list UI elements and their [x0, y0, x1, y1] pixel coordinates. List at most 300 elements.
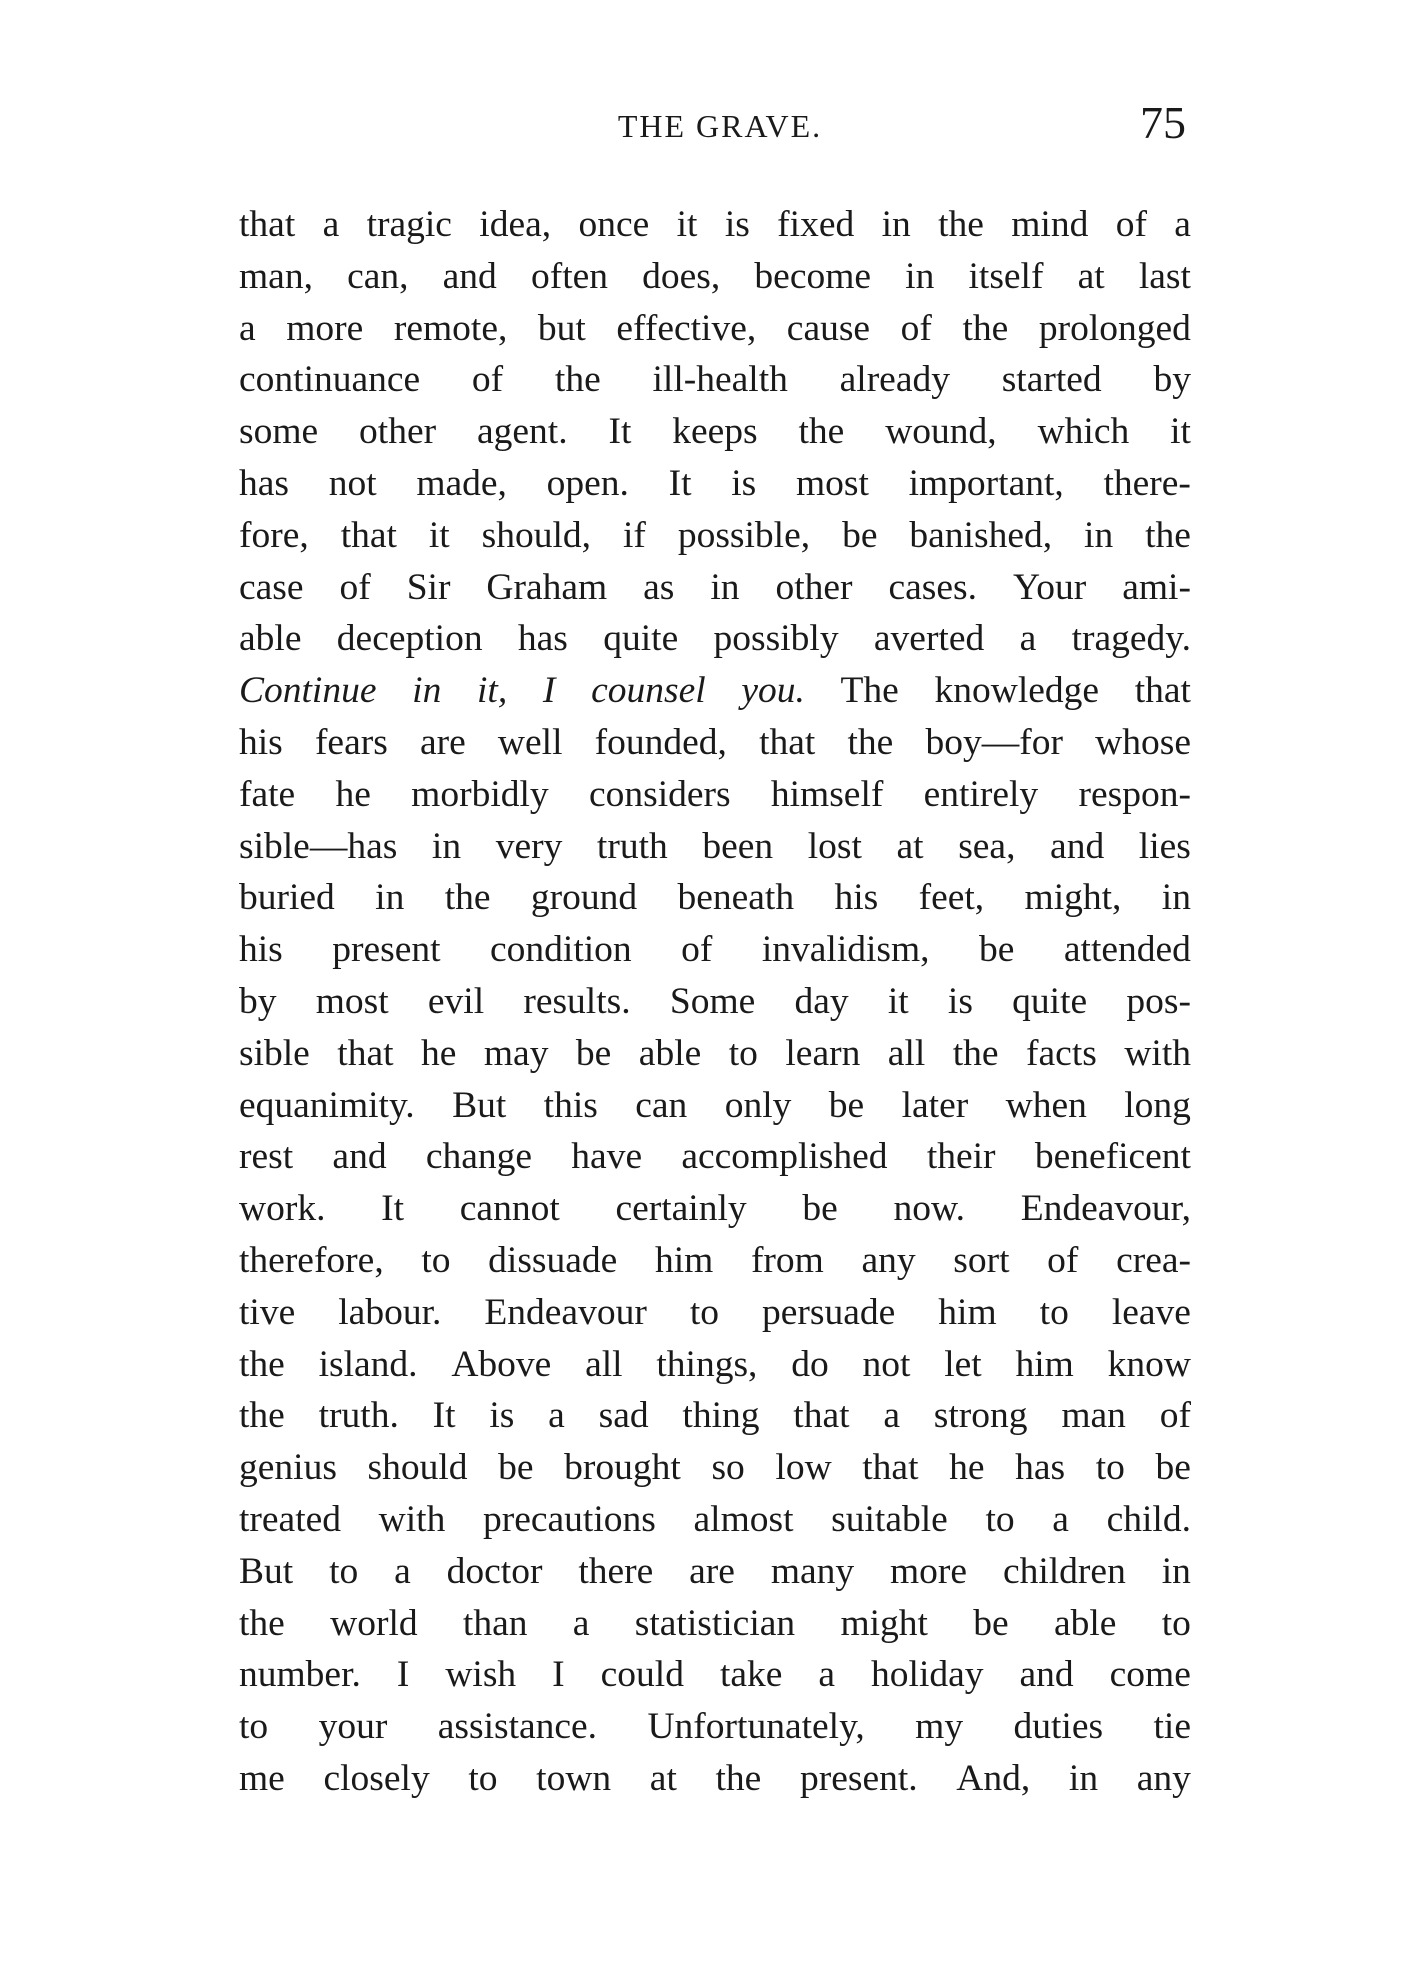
word: made, [416, 462, 507, 504]
word: The [840, 670, 899, 712]
word: statistician [634, 1602, 796, 1644]
word: to [985, 1498, 1015, 1540]
word: his [834, 877, 879, 919]
word: be [498, 1447, 534, 1489]
word: and [442, 255, 497, 297]
text-line [239, 924, 1191, 976]
page-number: 75 [1140, 97, 1186, 148]
word: possible, [677, 514, 811, 556]
text-line [239, 1701, 1191, 1753]
word: the [1145, 514, 1191, 556]
word: Graham [486, 566, 608, 608]
word: of [471, 359, 504, 401]
word: has [1015, 1447, 1066, 1489]
word: once [578, 204, 650, 245]
word: in [1161, 877, 1191, 919]
word: It [668, 462, 692, 504]
word: ground [530, 877, 638, 919]
text-line [239, 1753, 1191, 1805]
word: it, [477, 670, 508, 712]
word: agent. [476, 411, 568, 453]
text-line [239, 251, 1191, 303]
text-line [239, 1235, 1191, 1287]
word: cause [786, 307, 871, 349]
word: let [944, 1343, 982, 1385]
word: in [412, 670, 442, 712]
word: idea, [479, 204, 552, 245]
word: the [952, 1032, 999, 1074]
word: can [635, 1084, 688, 1126]
word: often [530, 255, 609, 297]
word: as [643, 566, 675, 608]
word: is [724, 204, 750, 245]
word: Your [1012, 566, 1087, 608]
word: considers [588, 773, 731, 815]
word: certainly [615, 1188, 747, 1230]
word: ami- [1122, 566, 1191, 608]
text-line [239, 510, 1191, 562]
word: cases. [888, 566, 977, 608]
word: in [1161, 1550, 1191, 1592]
word: Above [451, 1343, 552, 1385]
word: of [1047, 1239, 1079, 1281]
word: beneficent [1034, 1136, 1191, 1178]
word: assistance. [437, 1706, 598, 1748]
word: precautions [483, 1498, 656, 1540]
text-line [239, 872, 1191, 924]
word: Unfortunately, [647, 1706, 865, 1748]
word: remote, [393, 307, 508, 349]
word: that [337, 1032, 394, 1074]
word: beneath [677, 877, 795, 919]
text-line [239, 1287, 1191, 1339]
word: that [862, 1447, 919, 1489]
word: things, [656, 1343, 758, 1385]
word: the [239, 1395, 285, 1437]
word: But [239, 1550, 294, 1592]
word: the [938, 204, 984, 245]
word: low [775, 1447, 832, 1489]
text-line [239, 821, 1191, 873]
word: any [1136, 1757, 1191, 1799]
word: closely [323, 1757, 430, 1799]
word: equanimity. [239, 1084, 415, 1126]
word: I [542, 670, 556, 712]
word: a [1052, 1498, 1069, 1540]
word: than [462, 1602, 528, 1644]
word: know [1107, 1343, 1191, 1385]
word: there [578, 1550, 654, 1592]
word: and [1050, 825, 1105, 867]
word: many [770, 1550, 855, 1592]
word: now. [893, 1188, 965, 1230]
text-line [239, 1546, 1191, 1598]
word: the [239, 1343, 285, 1385]
word: of [339, 566, 371, 608]
text-line [239, 199, 1191, 251]
word: averted [873, 618, 985, 660]
word: facts [1026, 1032, 1097, 1074]
word: effective, [616, 307, 757, 349]
word: the [798, 411, 845, 453]
word: he [335, 773, 371, 815]
word: a [239, 307, 256, 349]
word: sort [953, 1239, 1010, 1281]
word: continuance [239, 359, 421, 401]
word: which [1037, 411, 1130, 453]
text-line [239, 1494, 1191, 1546]
word: in [881, 204, 911, 245]
word: with [1124, 1032, 1191, 1074]
word: change [425, 1136, 533, 1178]
word: some [239, 411, 319, 453]
text-line [239, 1649, 1191, 1701]
word: to [239, 1706, 269, 1748]
word: wish [445, 1654, 517, 1696]
word: by [239, 980, 277, 1022]
word: whose [1095, 721, 1191, 763]
word: Endeavour [484, 1291, 647, 1333]
word: might, [1024, 877, 1122, 919]
word: but [537, 307, 586, 349]
word: that [793, 1395, 850, 1437]
word: there- [1103, 462, 1191, 504]
word: sible [239, 1032, 310, 1074]
word: and [332, 1136, 387, 1178]
word: open. [546, 462, 629, 504]
word: a [883, 1395, 900, 1437]
word: it [887, 980, 909, 1022]
word: that [239, 204, 296, 245]
word: be [1155, 1447, 1191, 1489]
word: It [381, 1188, 405, 1230]
word: I [552, 1654, 565, 1696]
word: their [926, 1136, 996, 1178]
word: itself [968, 255, 1044, 297]
word: sible—has [239, 825, 398, 867]
word: respon- [1078, 773, 1191, 815]
word: started [1001, 359, 1102, 401]
body-text [239, 199, 1191, 1805]
text-line [239, 562, 1191, 614]
word: the [715, 1757, 762, 1799]
word: truth [596, 825, 668, 867]
word: case [239, 566, 304, 608]
word: tie [1153, 1706, 1191, 1748]
word: man, [239, 255, 313, 297]
text-line [239, 1442, 1191, 1494]
word: it [676, 204, 698, 245]
word: Some [669, 980, 756, 1022]
word: been [702, 825, 774, 867]
word: to [329, 1550, 359, 1592]
word: a [1019, 618, 1037, 660]
word: are [689, 1550, 735, 1592]
word: tragic [366, 204, 452, 245]
word: number. [239, 1654, 361, 1696]
word: to [728, 1032, 758, 1074]
word: him [938, 1291, 997, 1333]
word: present [332, 929, 441, 971]
word: already [839, 359, 950, 401]
word: to [1095, 1447, 1125, 1489]
word: lies [1138, 825, 1191, 867]
text-line [239, 1598, 1191, 1650]
word: present. [799, 1757, 918, 1799]
word: himself [770, 773, 884, 815]
word: my [915, 1706, 964, 1748]
word: fixed [777, 204, 855, 245]
word: a [1174, 204, 1191, 245]
word: to [421, 1239, 451, 1281]
word: a [818, 1654, 836, 1696]
word: be [979, 929, 1015, 971]
word: do [791, 1343, 829, 1385]
word: quite [1012, 980, 1088, 1022]
word: lost [807, 825, 862, 867]
word: tragedy. [1071, 618, 1191, 660]
word: it [428, 514, 450, 556]
word: cannot [459, 1188, 560, 1230]
word: crea- [1116, 1239, 1191, 1281]
word: leave [1111, 1291, 1191, 1333]
word: of [1159, 1395, 1191, 1437]
word: should [367, 1447, 468, 1489]
word: long [1124, 1084, 1191, 1126]
word: ill-health [652, 359, 788, 401]
word: have [571, 1136, 643, 1178]
word: fears [314, 721, 388, 763]
word: suitable [831, 1498, 948, 1540]
word: when [1005, 1084, 1087, 1126]
word: to [1039, 1291, 1069, 1333]
word: this [543, 1084, 598, 1126]
text-line [239, 1080, 1191, 1132]
word: only [724, 1084, 792, 1126]
text-line [239, 458, 1191, 510]
word: world [330, 1602, 418, 1644]
word: genius [239, 1447, 337, 1489]
word: become [754, 255, 872, 297]
word: be [842, 514, 878, 556]
word: the [962, 307, 1009, 349]
word: child. [1106, 1498, 1191, 1540]
word: should, [481, 514, 592, 556]
text-line [239, 406, 1191, 458]
word: a [394, 1550, 411, 1592]
word: in [431, 825, 462, 867]
word: wound, [885, 411, 997, 453]
word: mind [1011, 204, 1089, 245]
word: labour. [338, 1291, 442, 1333]
word: sad [598, 1395, 649, 1437]
word: knowledge [934, 670, 1100, 712]
text-line [239, 976, 1191, 1028]
word: be [575, 1032, 612, 1074]
word: possibly [713, 618, 839, 660]
word: It [608, 411, 632, 453]
word: later [901, 1084, 969, 1126]
word: that [340, 514, 397, 556]
word: any [861, 1239, 916, 1281]
word: invalidism, [761, 929, 930, 971]
word: his [239, 929, 283, 971]
word: entirely [923, 773, 1039, 815]
word: almost [693, 1498, 794, 1540]
word: to [468, 1757, 498, 1799]
word: come [1109, 1654, 1191, 1696]
word: the [239, 1602, 285, 1644]
word: banished, [909, 514, 1053, 556]
word: strong [933, 1395, 1028, 1437]
word: well [497, 721, 563, 763]
word: Sir [406, 566, 451, 608]
word: brought [564, 1447, 681, 1489]
word: I [396, 1654, 410, 1696]
word: that [1134, 670, 1191, 712]
word: be [973, 1602, 1009, 1644]
word: has [517, 618, 568, 660]
word: might [840, 1602, 928, 1644]
word: is [947, 980, 973, 1022]
word: is [489, 1395, 515, 1437]
word: able [1053, 1602, 1117, 1644]
word: not [328, 462, 377, 504]
word: able [638, 1032, 702, 1074]
word: treated [239, 1498, 342, 1540]
word: deception [336, 618, 483, 660]
word: of [681, 929, 713, 971]
word: condition [490, 929, 632, 971]
word: from [750, 1239, 824, 1281]
word: feet, [918, 877, 985, 919]
word: he [949, 1447, 985, 1489]
word: is [731, 462, 757, 504]
word: important, [908, 462, 1064, 504]
word: man [1061, 1395, 1126, 1437]
word: evil [427, 980, 485, 1022]
word: attended [1063, 929, 1191, 971]
word: therefore, [239, 1239, 384, 1281]
word: sea, [958, 825, 1016, 867]
text-line [239, 303, 1191, 355]
word: last [1138, 255, 1191, 297]
word: can, [347, 255, 409, 297]
word: it [1170, 411, 1191, 453]
word: in [710, 566, 740, 608]
word: the [444, 877, 491, 919]
word: if [622, 514, 646, 556]
word: a [322, 204, 340, 245]
word: in [1068, 1757, 1099, 1799]
word: him [1015, 1343, 1074, 1385]
word: not [862, 1343, 911, 1385]
word: so [711, 1447, 745, 1489]
word: able [239, 618, 302, 660]
word: your [318, 1706, 388, 1748]
word: more [286, 307, 364, 349]
word: But [452, 1084, 507, 1126]
word: results. [523, 980, 631, 1022]
word: boy—for [925, 721, 1063, 763]
word: Endeavour, [1020, 1188, 1191, 1230]
text-line [239, 665, 1191, 717]
word: truth. [318, 1395, 399, 1437]
text-line [239, 1131, 1191, 1183]
word: dissuade [488, 1239, 618, 1281]
word: all [887, 1032, 926, 1074]
word: holiday [871, 1654, 984, 1696]
word: a [548, 1395, 565, 1437]
word: may [483, 1032, 549, 1074]
text-line [239, 1183, 1191, 1235]
word: fore, [239, 514, 309, 556]
text-line [239, 1339, 1191, 1391]
word: duties [1013, 1706, 1104, 1748]
word: in [905, 255, 935, 297]
text-line [239, 769, 1191, 821]
word: very [495, 825, 563, 867]
word: are [419, 721, 466, 763]
word: founded, [594, 721, 727, 763]
word: the [847, 721, 894, 763]
word: and [1019, 1654, 1074, 1696]
word: to [1161, 1602, 1191, 1644]
word: to [689, 1291, 719, 1333]
word: other [359, 411, 437, 453]
word: prolonged [1038, 307, 1191, 349]
word: children [1002, 1550, 1126, 1592]
word: island. [318, 1343, 418, 1385]
text-line [239, 717, 1191, 769]
word: by [1153, 359, 1191, 401]
word: pos- [1126, 980, 1191, 1022]
word: learn [785, 1032, 861, 1074]
word: quite [603, 618, 679, 660]
word: has [239, 462, 289, 504]
word: in [1084, 514, 1114, 556]
word: rest [239, 1136, 294, 1178]
word: at [1077, 255, 1105, 297]
word: his [239, 721, 283, 763]
word: you. [741, 670, 805, 712]
word: me [239, 1757, 285, 1799]
word: keeps [672, 411, 758, 453]
word: fate [239, 773, 296, 815]
word: town [536, 1757, 612, 1799]
word: him [654, 1239, 714, 1281]
word: at [896, 825, 924, 867]
word: day [794, 980, 849, 1022]
word: most [315, 980, 389, 1022]
word: be [828, 1084, 865, 1126]
word: And, [956, 1757, 1031, 1799]
word: the [554, 359, 601, 401]
word: be [802, 1188, 838, 1230]
text-line [239, 1028, 1191, 1080]
word: could [600, 1654, 684, 1696]
text-line [239, 613, 1191, 665]
word: accomplished [681, 1136, 888, 1178]
word: of [900, 307, 932, 349]
word: of [1115, 204, 1147, 245]
word: morbidly [411, 773, 549, 815]
word: does, [642, 255, 721, 297]
word: counsel [591, 670, 706, 712]
word: that [759, 721, 816, 763]
word: It [432, 1395, 456, 1437]
word: with [378, 1498, 446, 1540]
